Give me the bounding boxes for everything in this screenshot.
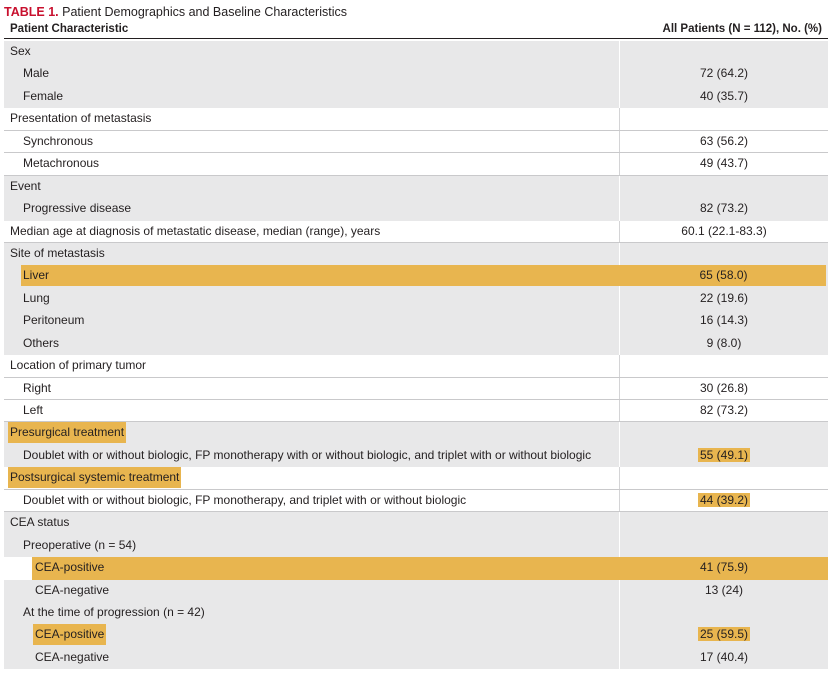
row-label: Sex xyxy=(10,44,31,58)
table-number: TABLE 1. xyxy=(4,5,59,19)
row-value xyxy=(621,265,826,286)
header-value: All Patients (N = 112), No. (%) xyxy=(662,23,822,35)
row-value: 22 (19.6) xyxy=(699,290,749,305)
table-row-left xyxy=(4,400,828,422)
row-label: Progressive disease xyxy=(23,201,132,216)
row-label: Postsurgical systemic treatment xyxy=(8,467,181,488)
table-row-sex xyxy=(4,41,828,63)
row-label: At the time of progression (n = 42) xyxy=(23,604,205,619)
row-value-text: 44 (39.2) xyxy=(699,492,749,507)
row-label: Male xyxy=(23,66,50,81)
row-label: Median age at diagnosis of metastatic disease, median (range), years xyxy=(10,223,381,238)
row-label: Site of metastasis xyxy=(10,245,105,260)
row-label: CEA-negative xyxy=(35,582,110,597)
table-row-presurgical xyxy=(4,422,828,444)
table-row-female xyxy=(4,86,828,108)
row-label: Presentation of metastasis xyxy=(10,111,152,126)
table-row-peritoneum xyxy=(4,310,828,332)
table-row-postsurgical xyxy=(4,467,828,489)
table-row-prog-cea-positive xyxy=(4,624,828,646)
table-row-presentation xyxy=(4,108,828,130)
row-value: 40 (35.7) xyxy=(699,88,749,103)
table-row-right xyxy=(4,378,828,400)
table-row-lung xyxy=(4,288,828,310)
table-title xyxy=(4,4,347,21)
row-value: 9 (8.0) xyxy=(706,335,742,350)
row-label: CEA-positive xyxy=(35,560,105,575)
row-label: Metachronous xyxy=(23,156,100,171)
table-header xyxy=(4,20,828,39)
table-row-presurgical-detail xyxy=(4,445,828,467)
table-row-site xyxy=(4,243,828,265)
table-caption: Patient Demographics and Baseline Characteristics xyxy=(62,5,347,19)
row-value: 72 (64.2) xyxy=(699,66,749,81)
table-row-median-age xyxy=(4,221,828,243)
row-label: Female xyxy=(23,88,64,103)
row-label: Lung xyxy=(23,290,50,305)
table-row-metachronous xyxy=(4,153,828,175)
row-value-text: 55 (49.1) xyxy=(699,447,749,462)
row-label: Location of primary tumor xyxy=(10,358,147,373)
row-value: 63 (56.2) xyxy=(699,133,749,148)
header-characteristic: Patient Characteristic xyxy=(10,23,129,35)
row-label: Others xyxy=(23,335,60,350)
table-row-pre-cea-negative xyxy=(4,580,828,602)
row-label: Doublet with or without biologic, FP monotherapy, and triplet with or without biologic xyxy=(23,492,467,507)
row-value: 13 (24) xyxy=(704,582,744,597)
row-label: Presurgical treatment xyxy=(8,422,126,443)
table-row-location xyxy=(4,355,828,377)
row-label: Right xyxy=(23,380,52,395)
row-label: Event xyxy=(10,178,41,193)
row-label: CEA status xyxy=(10,515,70,530)
table-row-synchronous xyxy=(4,131,828,153)
row-value: 82 (73.2) xyxy=(699,201,749,216)
row-value: 60.1 (22.1-83.3) xyxy=(681,223,767,238)
row-value: 49 (43.7) xyxy=(699,156,749,171)
row-value xyxy=(620,490,828,511)
row-value: 16 (14.3) xyxy=(699,313,749,328)
row-value xyxy=(620,445,828,466)
row-label: Left xyxy=(23,403,44,417)
row-value: 82 (73.2) xyxy=(699,403,749,417)
table-row-postsurgical-detail xyxy=(4,490,828,512)
row-label: Doublet with or without biologic, FP monotherapy with or without biologic, and triplet with or without biologic xyxy=(23,447,592,462)
table-row-cea-status xyxy=(4,512,828,534)
row-value: 41 (75.9) xyxy=(699,560,749,575)
table-row-preoperative xyxy=(4,535,828,557)
row-value: 30 (26.8) xyxy=(699,380,749,395)
row-value: 17 (40.4) xyxy=(699,649,749,664)
table-row-progressive-disease xyxy=(4,198,828,220)
row-label: Peritoneum xyxy=(23,313,85,328)
row-value-text: 65 (58.0) xyxy=(699,268,748,283)
row-label: Synchronous xyxy=(23,133,94,148)
table-row-male xyxy=(4,63,828,85)
table-row-event xyxy=(4,176,828,198)
table-row-liver xyxy=(4,265,828,287)
table-row-progression xyxy=(4,602,828,624)
table-row-prog-cea-negative xyxy=(4,647,828,669)
row-value-text: 25 (59.5) xyxy=(699,627,749,642)
row-label: Liver xyxy=(21,265,621,286)
row-label: CEA-positive xyxy=(33,624,106,645)
table-row-pre-cea-positive xyxy=(32,557,828,579)
row-label: Preoperative (n = 54) xyxy=(23,537,137,552)
row-value xyxy=(620,624,828,645)
row-label: CEA-negative xyxy=(35,649,110,664)
table-body xyxy=(4,41,828,669)
table-row-others xyxy=(4,333,828,355)
